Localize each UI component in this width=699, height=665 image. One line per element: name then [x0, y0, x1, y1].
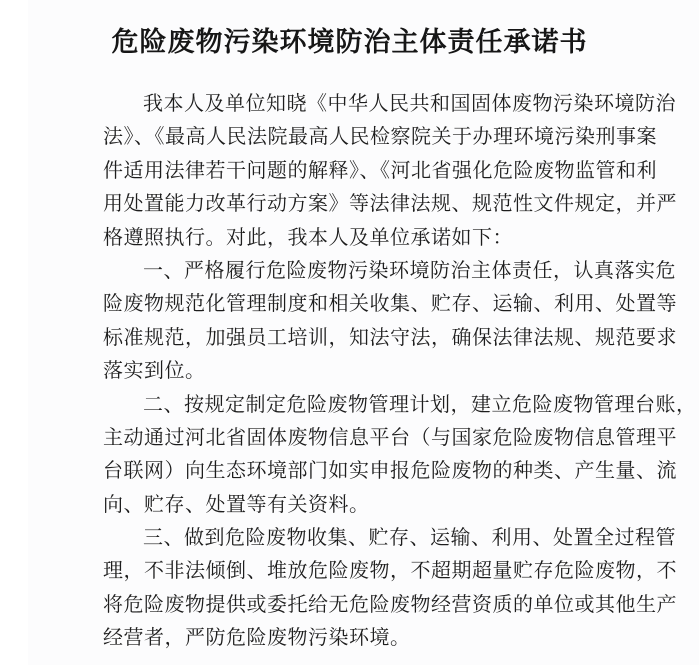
- text-line: 落实到位。: [103, 360, 206, 383]
- document-body: [103, 88, 697, 656]
- text-line: 二、按规定制定危险废物管理计划，建立危险废物管理台账，: [143, 393, 697, 416]
- text-line: 一、严格履行危险废物污染环境防治主体责任，认真落实危: [143, 259, 676, 282]
- text-line: 主动通过河北省固体废物信息平台（与国家危险废物信息管理平: [103, 426, 677, 449]
- text-line: 险废物规范化管理制度和相关收集、贮存、运输、利用、处置等: [103, 293, 677, 316]
- text-line: 将危险废物提供或委托给无危险废物经营资质的单位或其他生产: [103, 593, 677, 616]
- text-line: 法》、《最高人民法院最高人民检察院关于办理环境污染刑事案: [103, 126, 657, 149]
- text-line: 件适用法律若干问题的解释》、《河北省强化危险废物监管和利: [103, 159, 657, 182]
- text-line: 理，不非法倾倒、堆放危险废物，不超期超量贮存危险废物，不: [103, 560, 677, 583]
- text-line: 标准规范，加强员工培训，知法守法，确保法律法规、规范要求: [103, 326, 677, 349]
- text-line: 向、贮存、处置等有关资料。: [103, 493, 370, 516]
- document-title: 危险废物污染环境防治主体责任承诺书: [111, 27, 588, 57]
- text-line: 经营者，严防危险废物污染环境。: [103, 627, 411, 650]
- text-line: 台联网）向生态环境部门如实申报危险废物的种类、产生量、流: [103, 460, 677, 483]
- text-line: 用处置能力改革行动方案》等法律法规、规范性文件规定，并严: [103, 193, 677, 216]
- text-line: 三、做到危险废物收集、贮存、运输、利用、处置全过程管: [143, 527, 676, 550]
- text-line: 我本人及单位知晓《中华人民共和国固体废物污染环境防治: [143, 93, 676, 115]
- text-line: 格遵照执行。对此，我本人及单位承诺如下：: [103, 226, 513, 249]
